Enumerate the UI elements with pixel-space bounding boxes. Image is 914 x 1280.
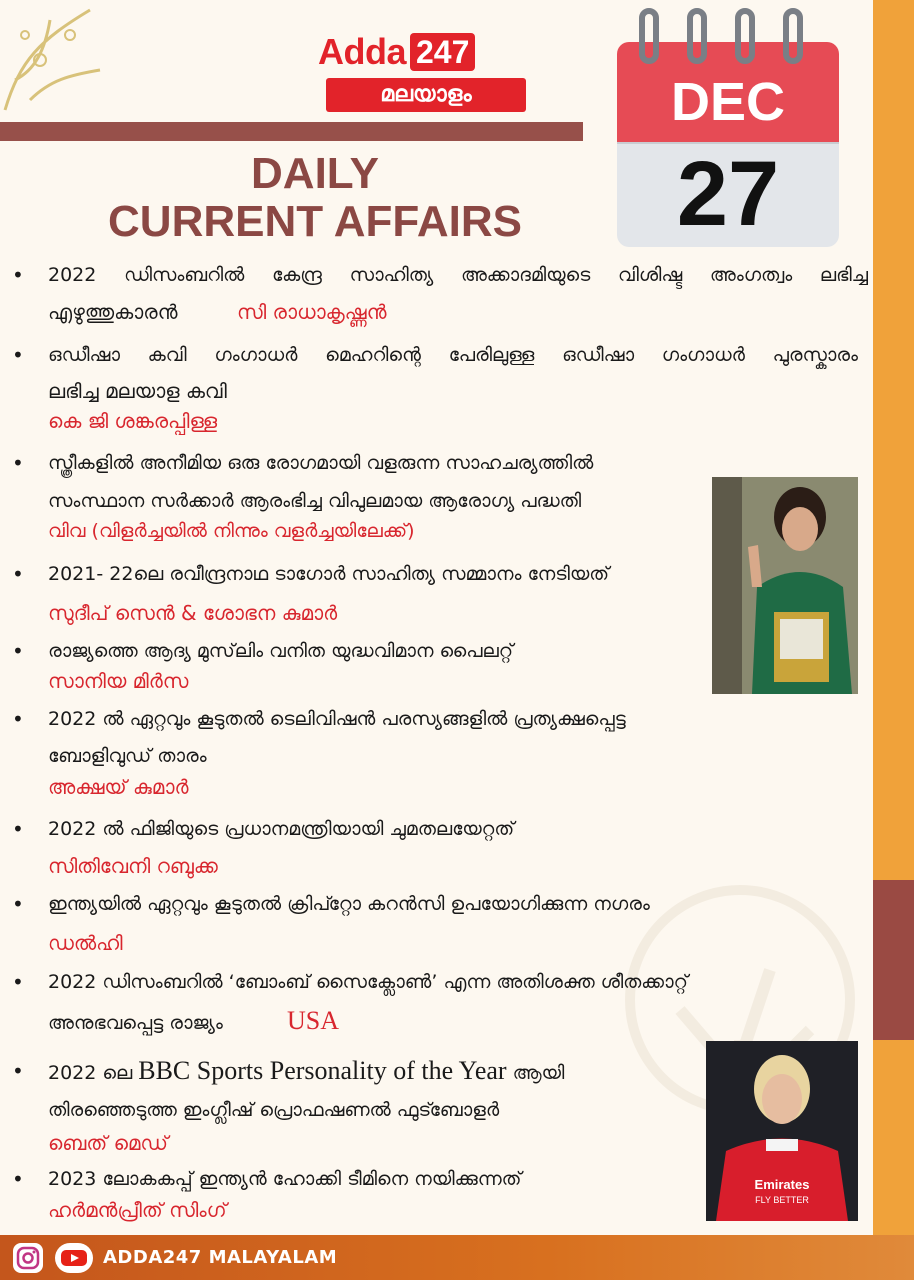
- item-question: 2022 ഡിസംബറിൽ കേന്ദ്ര സാഹിത്യ അക്കാദമിയുടെ വിശിഷ്ട അംഗത്വം ലഭിച്ച: [48, 264, 868, 286]
- jersey-sponsor: Emirates: [754, 1177, 810, 1192]
- logo-brand: Adda: [318, 31, 406, 72]
- bullet: •: [12, 451, 24, 475]
- calendar-month: DEC: [670, 72, 785, 132]
- footer-channel-name: ADDA247 MALAYALAM: [103, 1247, 338, 1268]
- item-question: 2022 ഡിസംബറിൽ ‘ബോംബ് സൈക്ലോൺ’ എന്ന അതിശക്ത ശീതക്കാറ്റ്: [48, 971, 688, 993]
- bullet: •: [12, 817, 24, 841]
- item-question-english: BBC Sports Personality of the Year: [138, 1056, 507, 1085]
- item-question-cont: എഴുത്തുകാരൻ: [48, 300, 178, 324]
- title-line-1: DAILY: [251, 149, 379, 198]
- adda247-logo: [318, 30, 530, 114]
- bullet: •: [12, 1167, 24, 1191]
- item-question-cont: സംസ്ഥാന സർക്കാർ ആരംഭിച്ച വിപുലമായ ആരോഗ്യ പദ്ധതി: [48, 490, 582, 512]
- bullet: •: [12, 1059, 24, 1083]
- right-accent-strip: [873, 0, 914, 1235]
- header-bar: [0, 122, 583, 141]
- bullet: •: [12, 263, 24, 287]
- bullet: •: [12, 970, 24, 994]
- item-question: രാജ്യത്തെ ആദ്യ മുസ്‌ലിം വനിത യുദ്ധവിമാന പൈലറ്റ്: [48, 640, 514, 662]
- item-answer: അക്ഷയ് കുമാർ: [48, 775, 189, 799]
- item-question: ഇന്ത്യയിൽ ഏറ്റവും കൂടുതൽ ക്രിപ്റ്റോ കറൻസി ഉപയോഗിക്കുന്ന നഗരം: [48, 893, 650, 915]
- item-question-cont: അനുഭവപ്പെട്ട രാജ്യം: [48, 1012, 223, 1034]
- item-question: സ്ത്രീകളിൽ അനീമിയ ഒരു രോഗമായി വളരുന്ന സാഹചര്യത്തിൽ: [48, 452, 594, 474]
- item-answer: ഡൽഹി: [48, 931, 123, 955]
- item-answer: സിതിവേനി റബുക്ക: [48, 854, 218, 878]
- youtube-icon[interactable]: [55, 1243, 93, 1273]
- item-answer: വിവ (വിളർച്ചയിൽ നിന്നും വളർച്ചയിലേക്ക്): [48, 520, 415, 542]
- item-question-cont: ബോളിവുഡ് താരം: [48, 745, 207, 767]
- footballer-photo: [706, 1041, 858, 1221]
- bullet: •: [12, 639, 24, 663]
- page-title: [60, 150, 570, 246]
- item-answer: സാനിയ മിർസ: [48, 669, 189, 693]
- right-accent-band: [873, 880, 914, 1040]
- item-question: 2022 ൽ ഏറ്റവും കൂടുതൽ ടെലിവിഷൻ പരസ്യങ്ങളിൽ പ്രത്യക്ഷപ്പെട്ട: [48, 708, 626, 730]
- calendar-day: 27: [676, 143, 780, 245]
- item-answer: ബെത് മെഡ്: [48, 1131, 169, 1155]
- bullet: •: [12, 892, 24, 916]
- item-question: 2021- 22ലെ രവീന്ദ്രനാഥ ടാഗോർ സാഹിത്യ സമ്മാനം നേടിയത്: [48, 563, 610, 585]
- item-answer: USA: [287, 1006, 340, 1035]
- item-question-cont: തിരഞ്ഞെടുത്ത ഇംഗ്ലീഷ് പ്രൊഫഷണൽ ഫുട്ബോളർ: [48, 1099, 500, 1121]
- logo-subtitle: മലയാളം: [326, 78, 526, 112]
- item-question: ഒഡീഷാ കവി ഗംഗാധർ മെഹറിന്റെ പേരിലുള്ള ഒഡീഷാ ഗംഗാധർ പുരസ്കാരം: [48, 344, 858, 366]
- title-line-2: CURRENT AFFAIRS: [108, 197, 522, 246]
- jersey-tagline: FLY BETTER: [755, 1195, 809, 1205]
- item-answer: സി രാധാകൃഷ്ണൻ: [237, 300, 387, 324]
- item-answer: ഹർമൻപ്രീത് സിംഗ്: [48, 1198, 227, 1222]
- item-answer: സുദീപ് സെൻ & ശോഭന കുമാർ: [48, 601, 338, 625]
- item-question-part: 2022 ലെ: [48, 1062, 139, 1084]
- instagram-icon[interactable]: [13, 1243, 43, 1273]
- logo-brand-number: 247: [410, 33, 475, 71]
- item-question: 2023 ലോകകപ്പ് ഇന്ത്യൻ ഹോക്കി ടീമിനെ നയിക്കുന്നത്: [48, 1168, 522, 1190]
- footer-bar: [0, 1235, 914, 1280]
- calendar-icon: [617, 42, 839, 247]
- item-question: 2022 ൽ ഫിജിയുടെ പ്രധാനമന്ത്രിയായി ചുമതലയേറ്റത്: [48, 818, 515, 840]
- bullet: •: [12, 707, 24, 731]
- item-question: [48, 1058, 564, 1086]
- bullet: •: [12, 562, 24, 586]
- pilot-photo: [712, 477, 858, 694]
- item-question-cont: ലഭിച്ച മലയാള കവി: [48, 379, 227, 403]
- bullet: •: [12, 343, 24, 367]
- corner-ornament-icon: [0, 0, 120, 120]
- item-question-part: ആയി: [506, 1062, 565, 1084]
- item-answer: കെ ജി ശങ്കരപ്പിള്ള: [48, 409, 218, 433]
